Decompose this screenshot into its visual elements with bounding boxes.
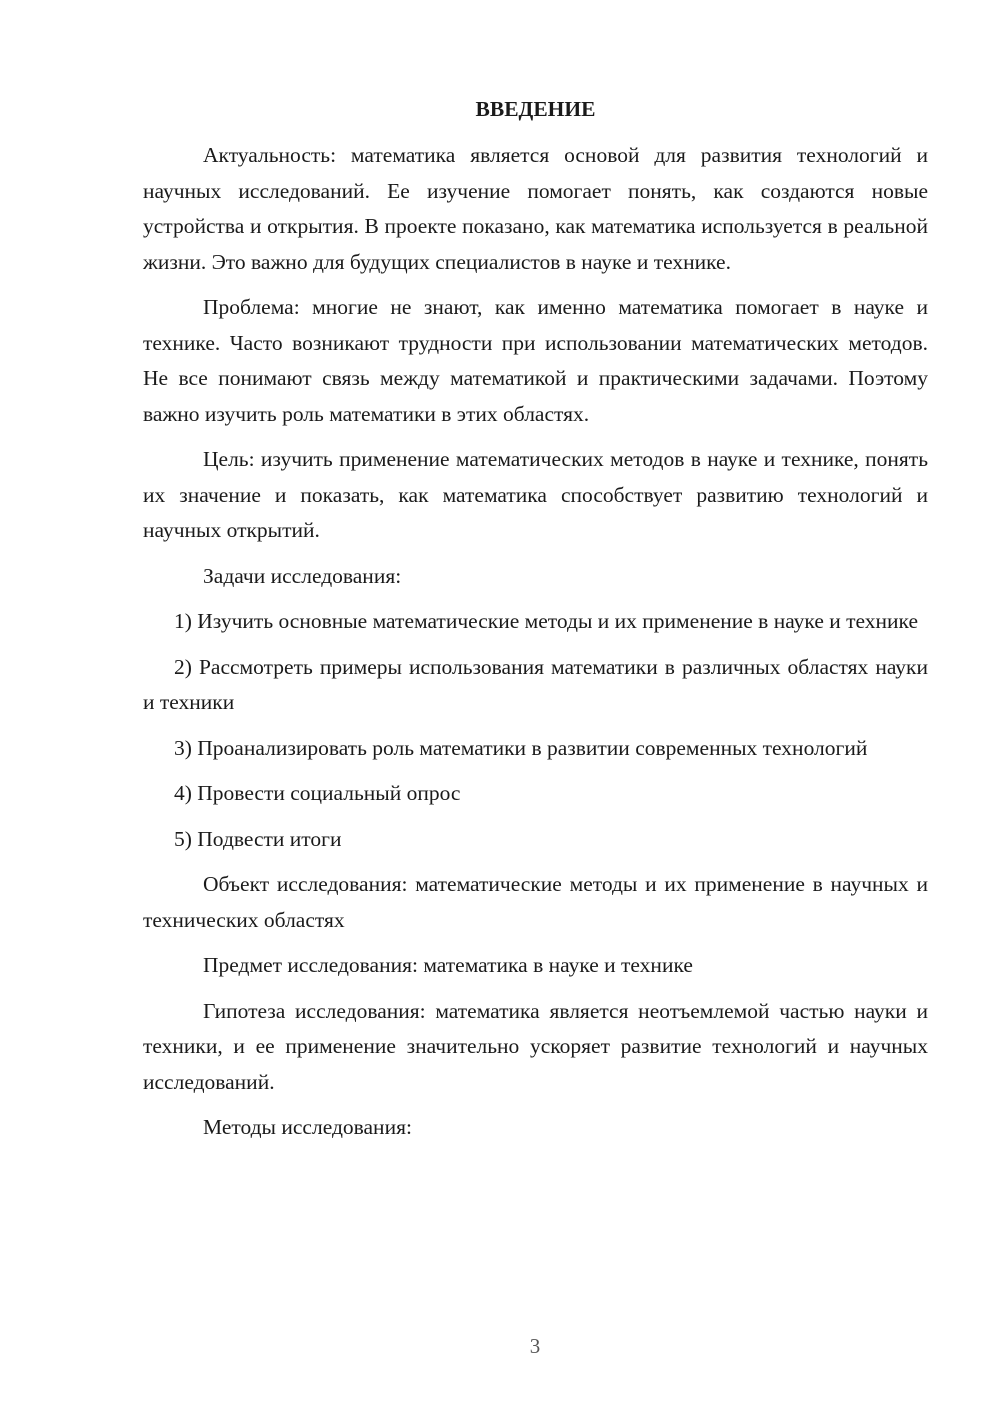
task-item-5: 5) Подвести итоги	[174, 826, 342, 851]
paragraph-object: Объект исследования: математические методы и их применение в научных и технических областях	[143, 872, 928, 932]
page-content	[143, 95, 928, 1156]
paragraph-relevance: Актуальность: математика является основой для развития технологий и научных исследований. Ее изучение помогает понять, как создаются новые устройства и открытия. В проекте показано, как математика используется в реальной жизни. Это важно для будущих специалистов в науке и технике.	[143, 143, 928, 274]
paragraph-goal: Цель: изучить применение математических методов в науке и технике, понять их значение и показать, как математика способствует развитию технологий и научных открытий.	[143, 447, 928, 542]
section-title: ВВЕДЕНИЕ	[475, 97, 596, 121]
page-number: 3	[529, 1334, 541, 1358]
paragraph-hypothesis: Гипотеза исследования: математика является неотъемлемой частью науки и техники, и ее применение значительно ускоряет развитие технологий и научных исследований.	[143, 998, 928, 1094]
task-item-1: 1) Изучить основные математические методы и их применение в науке и технике	[174, 609, 918, 633]
task-item-3: 3) Проанализировать роль математики в развитии современных технологий	[174, 735, 868, 760]
paragraph-methods: Методы исследования:	[203, 1115, 412, 1139]
paragraph-problem: Проблема: многие не знают, как именно математика помогает в науке и технике. Часто возникают трудности при использовании математических методов. Не все понимают связь между математикой и практическими задачами. Поэтому важно изучить роль математики в этих областях.	[143, 295, 928, 426]
task-item-2: 2) Рассмотреть примеры использования математики в различных областях науки и техники	[143, 654, 928, 714]
task-item-4: 4) Провести социальный опрос	[174, 781, 461, 805]
paragraph-tasks-heading: Задачи исследования:	[203, 563, 402, 588]
paragraph-subject: Предмет исследования: математика в науке и технике	[203, 953, 693, 977]
